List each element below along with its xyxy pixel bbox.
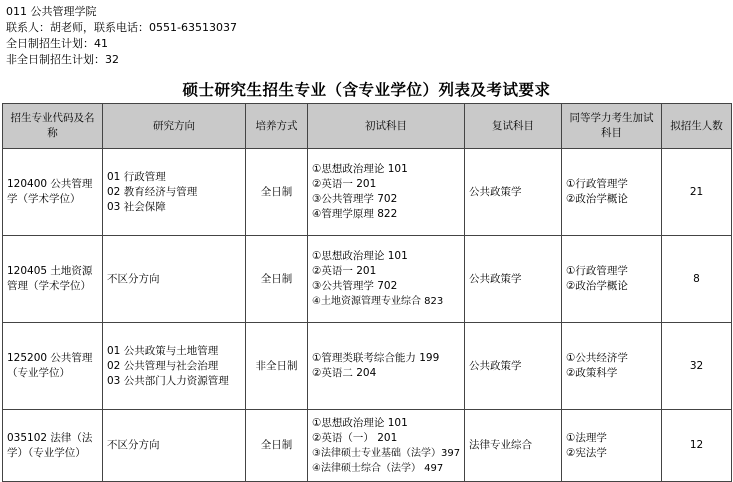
subject-item: ①思想政治理论 101	[312, 163, 408, 175]
equal-subjects	[562, 149, 662, 236]
subject-item: ④管理学原理 822	[312, 208, 398, 220]
retest-subject: 公共政策学	[465, 236, 562, 323]
research-directions	[103, 236, 246, 323]
subject-item: ②政治学概论	[566, 280, 628, 292]
enrollment-count: 21	[662, 149, 732, 236]
direction-item: 02 教育经济与管理	[107, 185, 198, 198]
table-row	[3, 149, 732, 236]
major-code-name: 120405 土地资源管理（学术学位）	[3, 236, 103, 323]
subject-item: ④法律硕士综合（法学） 497	[312, 462, 444, 474]
subject-item: ②英语一 201	[312, 178, 377, 190]
equal-subjects	[562, 410, 662, 482]
col-header-retest: 复试科目	[465, 104, 562, 149]
col-header-mode: 培养方式	[246, 104, 308, 149]
parttime-plan: 非全日制招生计划：32	[6, 53, 119, 66]
initial-subjects	[308, 149, 465, 236]
col-header-equal: 同等学力考生加试科目	[562, 104, 662, 149]
direction-item: 不区分方向	[107, 272, 160, 285]
enrollment-count: 8	[662, 236, 732, 323]
subject-item: ④土地资源管理专业综合 823	[312, 296, 444, 307]
major-code-name: 120400 公共管理学（学术学位）	[3, 149, 103, 236]
direction-item: 03 公共部门人力资源管理	[107, 374, 229, 387]
subject-item: ①思想政治理论 101	[312, 416, 408, 429]
table-row	[3, 236, 732, 323]
retest-subject: 法律专业综合	[465, 410, 562, 482]
table-row	[3, 323, 732, 410]
subject-item: ②英语（一） 201	[312, 431, 398, 444]
table-header-row	[3, 104, 732, 149]
subject-item: ①行政管理学	[566, 265, 628, 277]
subject-item: ③公共管理学 702	[312, 193, 398, 205]
direction-item: 不区分方向	[107, 439, 160, 451]
major-code-name: 035102 法律（法学）（专业学位）	[3, 410, 103, 482]
fulltime-plan: 全日制招生计划：41	[6, 37, 108, 50]
direction-item: 03 社会保障	[107, 200, 166, 213]
initial-subjects	[308, 323, 465, 410]
page-title: 硕士研究生招生专业（含专业学位）列表及考试要求	[182, 81, 551, 99]
direction-item: 01 行政管理	[107, 170, 166, 183]
subject-item: ①思想政治理论 101	[312, 250, 408, 262]
enrollment-count: 32	[662, 323, 732, 410]
college-name: 011 公共管理学院	[6, 5, 97, 18]
study-mode: 全日制	[246, 149, 308, 236]
subject-item: ②政治学概论	[566, 193, 628, 205]
col-header-initial: 初试科目	[308, 104, 465, 149]
direction-item: 01 公共政策与土地管理	[107, 344, 219, 357]
subject-item: ②宪法学	[566, 446, 607, 459]
subject-item: ①公共经济学	[566, 352, 628, 364]
subject-item: ①法理学	[566, 431, 607, 444]
subject-item: ①行政管理学	[566, 178, 628, 190]
study-mode: 全日制	[246, 236, 308, 323]
subject-item: ②政策科学	[566, 367, 618, 379]
equal-subjects	[562, 323, 662, 410]
enrollment-count: 12	[662, 410, 732, 482]
research-directions	[103, 323, 246, 410]
subject-item: ②英语二 204	[312, 367, 377, 379]
table-row	[3, 410, 732, 482]
col-header-count: 拟招生人数	[662, 104, 732, 149]
col-header-code: 招生专业代码及名称	[3, 104, 103, 149]
initial-subjects	[308, 410, 465, 482]
subject-item: ②英语一 201	[312, 265, 377, 277]
study-mode: 非全日制	[246, 323, 308, 410]
contact-info: 联系人：胡老师，联系电话：0551-63513037	[6, 21, 237, 34]
research-directions	[103, 149, 246, 236]
equal-subjects	[562, 236, 662, 323]
study-mode: 全日制	[246, 410, 308, 482]
initial-subjects	[308, 236, 465, 323]
subject-item: ③法律硕士专业基础（法学）397	[312, 447, 461, 459]
college-info	[6, 4, 237, 68]
major-code-name: 125200 公共管理（专业学位）	[3, 323, 103, 410]
direction-item: 02 公共管理与社会治理	[107, 359, 219, 372]
retest-subject: 公共政策学	[465, 323, 562, 410]
subject-item: ①管理类联考综合能力 199	[312, 352, 440, 364]
retest-subject: 公共政策学	[465, 149, 562, 236]
research-directions	[103, 410, 246, 482]
col-header-direction: 研究方向	[103, 104, 246, 149]
subject-item: ③公共管理学 702	[312, 280, 398, 292]
admission-table	[2, 103, 732, 482]
